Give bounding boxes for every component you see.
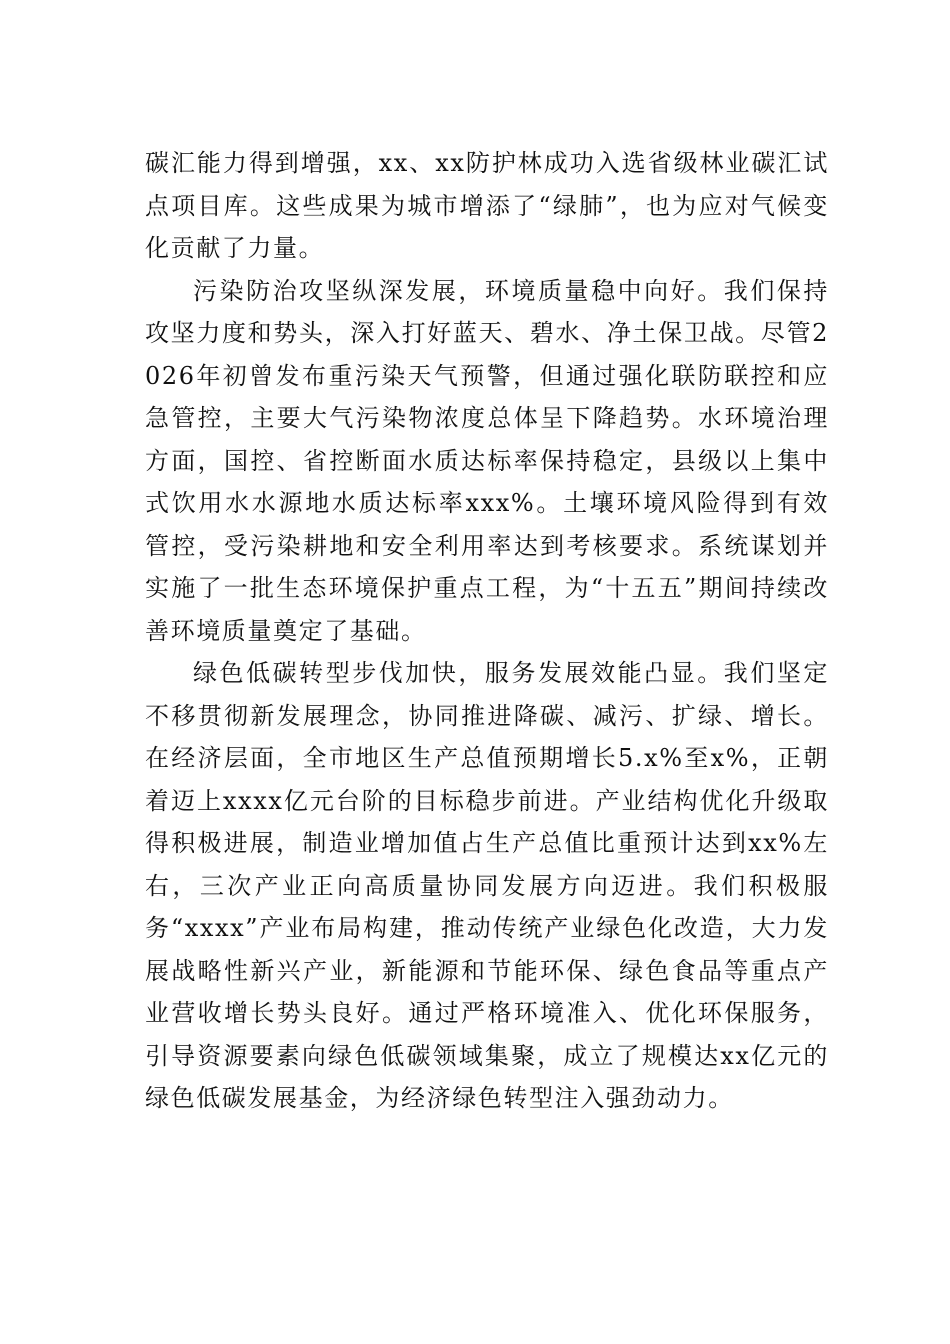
paragraph-green-transition: 绿色低碳转型步伐加快，服务发展效能凸显。我们坚定不移贯彻新发展理念，协同推进降碳、减污、扩绿、增长。在经济层面，全市地区生产总值预期增长5.x%至x%，正朝着迈上xxxx亿元台阶的目标稳步前进。产业结构优化升级取得积极进展，制造业增加值占生产总值比重预计达到xx%左右，三次产业正向高质量协同发展方向迈进。我们积极服务“xxxx”产业布局构建，推动传统产业绿色化改造，大力发展战略性新兴产业，新能源和节能环保、绿色食品等重点产业营收增长势头良好。通过严格环境准入、优化环保服务，引导资源要素向绿色低碳领域集聚，成立了规模达xx亿元的绿色低碳发展基金，为经济绿色转型注入强劲动力。 bbox=[145, 659, 829, 1112]
document-body bbox=[145, 142, 829, 1120]
paragraph-continuation: 碳汇能力得到增强，xx、xx防护林成功入选省级林业碳汇试点项目库。这些成果为城市增添了“绿肺”，也为应对气候变化贡献了力量。 bbox=[145, 149, 829, 262]
paragraph-pollution-control: 污染防治攻坚纵深发展，环境质量稳中向好。我们保持攻坚力度和势头，深入打好蓝天、碧水、净土保卫战。尽管2026年初曾发布重污染天气预警，但通过强化联防联控和应急管控，主要大气污染物浓度总体呈下降趋势。水环境治理方面，国控、省控断面水质达标率保持稳定，县级以上集中式饮用水水源地水质达标率xxx%。土壤环境风险得到有效管控，受污染耕地和安全利用率达到考核要求。系统谋划并实施了一批生态环境保护重点工程，为“十五五”期间持续改善环境质量奠定了基础。 bbox=[145, 276, 829, 645]
